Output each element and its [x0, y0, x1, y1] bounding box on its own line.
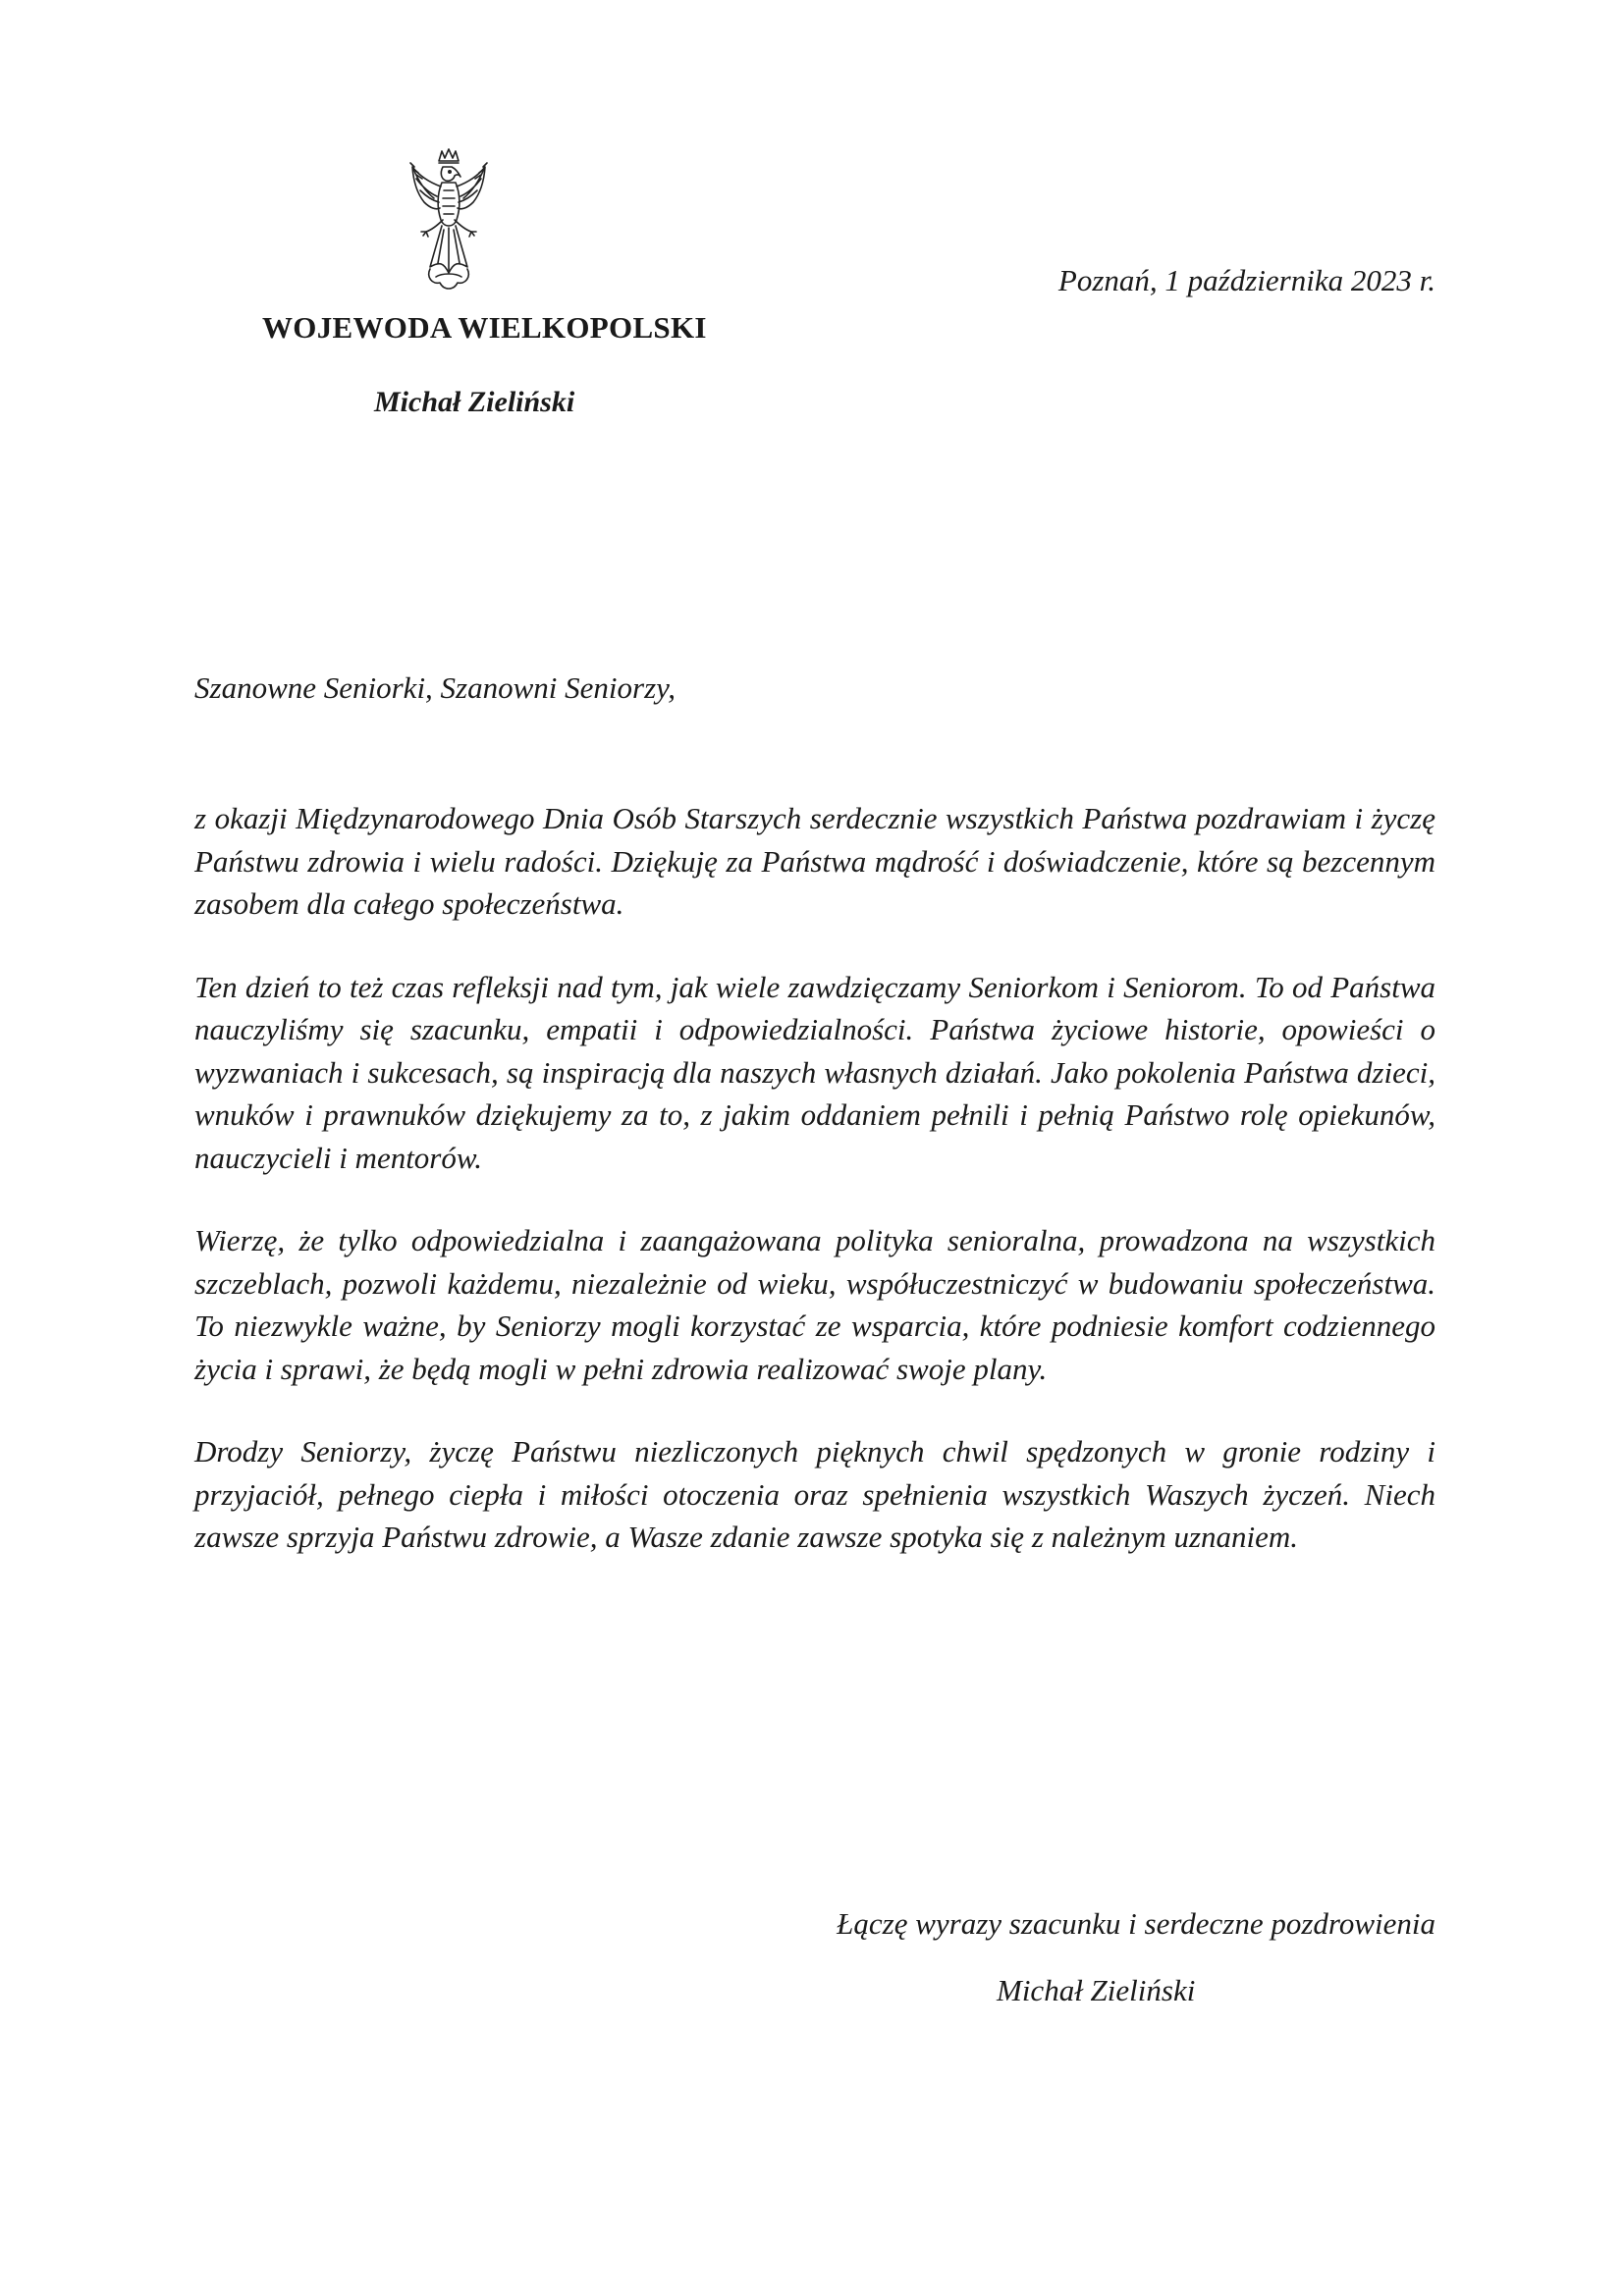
- eagle-emblem-icon: [405, 147, 493, 294]
- body-paragraph: Drodzy Seniorzy, życzę Państwu niezliczonych pięknych chwil spędzonych w gronie rodziny i przyjaciół, pełnego ciepła i miłości otoczenia oraz spełnienia wszystkich Waszych życzeń. Niech zawsze sprzyja Państwu zdrowie, a Wasze zdanie zawsze spotyka się z należnym uznaniem.: [194, 1434, 1435, 1554]
- body-paragraph: z okazji Międzynarodowego Dnia Osób Starszych serdecznie wszystkich Państwa pozdrawiam i życzę Państwu zdrowia i wielu radości. Dziękuję za Państwa mądrość i doświadczenie, które są bezcennym zasobem dla całego społeczeństwa.: [194, 801, 1435, 921]
- authority-title: WOJEWODA WIELKOPOLSKI: [262, 310, 707, 345]
- signature: Michał Zieliński: [997, 1973, 1196, 2007]
- body-paragraph: Ten dzień to też czas refleksji nad tym, jak wiele zawdzięczamy Seniorkom i Seniorom. To od Państwa nauczyliśmy się szacunku, empatii i odpowiedzialności. Państwa życiowe historie, opowieści o wyzwaniach i sukcesach, są inspiracją dla naszych własnych działań. Jako pokolenia Państwa dzieci, wnuków i prawnuków dziękujemy za to, z jakim oddaniem pełnili i pełnią Państwo rolę opiekunów, nauczycieli i mentorów.: [194, 969, 1435, 1175]
- date-place: Poznań, 1 października 2023 r.: [1057, 263, 1435, 297]
- body-paragraph: Wierzę, że tylko odpowiedzialna i zaangażowana polityka senioralna, prowadzona na wszystkich szczeblach, pozwoli każdemu, niezależnie od wieku, współuczestniczyć w budowaniu społeczeństwa. To niezwykle ważne, by Seniorzy mogli korzystać ze wsparcia, które podniesie komfort codziennego życia i sprawi, że będą mogli w pełni zdrowia realizować swoje plany.: [194, 1223, 1435, 1386]
- salutation: Szanowne Seniorki, Szanowni Seniorzy,: [194, 670, 676, 705]
- closing-line: Łączę wyrazy szacunku i serdeczne pozdrowienia: [837, 1906, 1435, 1941]
- letter-body: [194, 797, 1435, 1599]
- official-name: Michał Zieliński: [374, 386, 575, 418]
